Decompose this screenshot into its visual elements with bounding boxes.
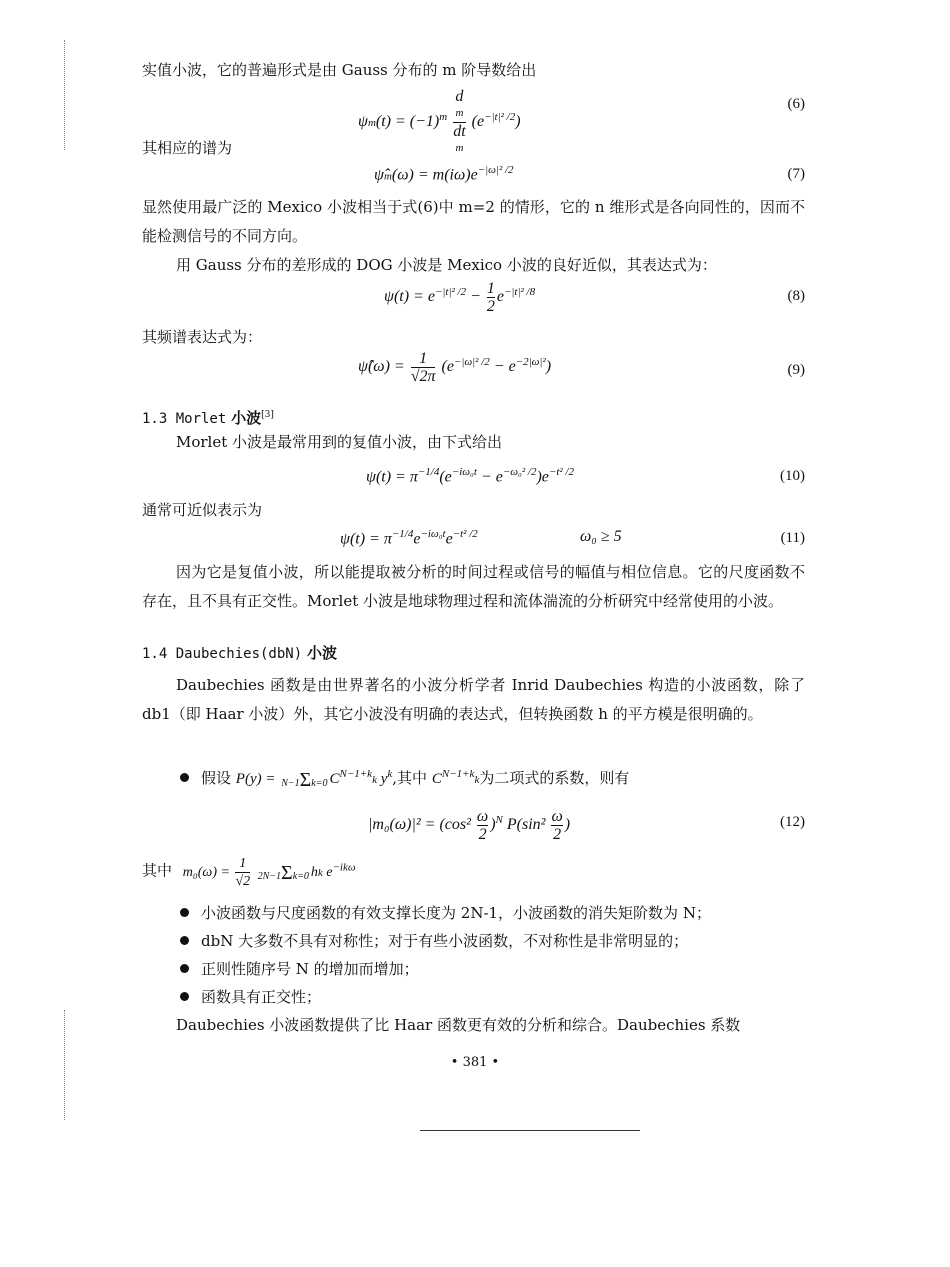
list-item <box>180 959 419 979</box>
equation-6: $\psi m(t) = (-1)^m$ d m dt m $(e^{-|t|^2 /2})$ (6) <box>140 84 805 128</box>
page-number: • 381 • <box>450 1055 500 1070</box>
assumption-middle: ,其中 <box>392 769 428 787</box>
bullet-text: 小波函数与尺度函数的有效支撑长度为 2N-1，小波函数的消失矩阶数为 N； <box>201 904 711 922</box>
equation-7: ψ̂m(ω) = $m(i\omega)e^{-|\omega|^2 /2}$ (7) <box>374 164 805 184</box>
bullet-dot <box>180 773 189 782</box>
closing-line: Daubechies 小波函数提供了比 Haar 函数更有效的分析和综合。Daubechies 系数 <box>176 1016 741 1034</box>
section-heading-daubechies <box>142 642 337 665</box>
mexico-paragraph: 显然使用最广泛的 Mexico 小波相当于式(6)中 m=2 的情形，它的 n 维形式是各向同性的，因而不能检测信号的不同方向。 <box>142 198 805 245</box>
equation-number: (7) <box>787 166 805 182</box>
section-title: 小波 <box>306 644 337 662</box>
equation-number: (6) <box>787 96 805 112</box>
list-item <box>180 931 688 951</box>
approx-line: 通常可近似表示为 <box>142 501 263 519</box>
citation-ref: [3] <box>261 410 274 420</box>
section-number: 1.3 Morlet <box>142 411 227 427</box>
where-label: 其中 <box>142 861 173 880</box>
list-item <box>180 903 711 923</box>
bullet-dot <box>180 908 189 917</box>
dog-paragraph: 用 Gauss 分布的差形成的 DOG 小波是 Mexico 小波的良好近似，其表达式为： <box>176 256 717 274</box>
where-line: 其中 m₀(ω) = $\frac{1}{√2}$ 2N−1Σk=0 hk $e^{-ik\omega}$ <box>142 856 356 889</box>
morlet-intro: Morlet 小波是最常用到的复值小波，由下式给出 <box>176 433 503 451</box>
frequency-line: 其频谱表达式为： <box>142 328 263 346</box>
equation-number: (12) <box>780 814 805 830</box>
equation-9: ψ̂(ω) = $\frac{1}{√2\pi}$ $(e^{-|\omega|^2 /2} - e^{-2|\omega|^2})$ (9) <box>358 350 805 385</box>
daubechies-paragraph: Daubechies 函数是由世界著名的小波分析学者 Inrid Daubechies 构造的小波函数，除了 db1（即 Haar 小波）外，其它小波没有明确的表达式，但转换函数 h 的平方模是很明确的。 <box>142 676 805 723</box>
section-heading-morlet <box>142 404 274 430</box>
assumption-line: 假设 P(y) = N−1Σk=0 $C^{N-1+k}k$ $y^k$,其中 $C^{N-1+k}k$为二项式的系数，则有 <box>180 764 629 790</box>
bullet-dot <box>180 936 189 945</box>
assumption-prefix: 假设 <box>201 769 232 787</box>
equation-number: (9) <box>787 362 805 378</box>
scan-margin-marks <box>64 40 67 150</box>
equation-number: (11) <box>780 530 805 546</box>
bullet-dot <box>180 992 189 1001</box>
assumption-suffix: 为二项式的系数，则有 <box>479 769 630 787</box>
morlet-paragraph: 因为它是复值小波，所以能提取被分析的时间过程或信号的幅值与相位信息。它的尺度函数不存在，且不具有正交性。Morlet 小波是地球物理过程和流体湍流的分析研究中经常使用的小波。 <box>142 563 805 610</box>
bullet-dot <box>180 964 189 973</box>
equation-number: (8) <box>787 288 805 304</box>
equation-8: $\psi(t) = e^{-|t|^2 /2}$ − $\frac{1}{2}$ $e^{-|t|^2 /8}$ (8) <box>384 280 805 315</box>
intro-line: 实值小波，它的普遍形式是由 Gauss 分布的 m 阶导数给出 <box>142 61 537 79</box>
list-item <box>180 987 321 1007</box>
equation-10: $\psi(t) = \pi^{-1/4}(e^{-i\omega_0t} - e^{-\omega_0^2 /2})e^{-t^2 /2}$ (10) <box>366 466 805 486</box>
equation-number: (10) <box>780 468 805 484</box>
omega-condition: ω₀ ≥ 5 <box>580 528 622 545</box>
equation-12: |m₀(ω)|² = (cos² $\frac{\omega}{2}$ )$^N$ P(sin² $\frac{\omega}{2}$ ) (12) <box>368 808 805 843</box>
section-number: 1.4 Daubechies(dbN) <box>142 646 303 662</box>
equation-11: $\psi(t) = \pi^{-1/4}e^{-i\omega_0t}e^{-t^2 /2}$ ω₀ ≥ 5 (11) <box>340 528 805 548</box>
bullet-text: dbN 大多数不具有对称性；对于有些小波函数，不对称性是非常明显的； <box>201 932 689 950</box>
footer-rule <box>420 1130 640 1131</box>
spectrum-line: 其相应的谱为 <box>142 139 233 157</box>
bullet-text: 函数具有正交性； <box>201 988 322 1006</box>
bullet-text: 正则性随序号 N 的增加而增加； <box>201 960 419 978</box>
section-title: 小波 <box>231 409 262 427</box>
